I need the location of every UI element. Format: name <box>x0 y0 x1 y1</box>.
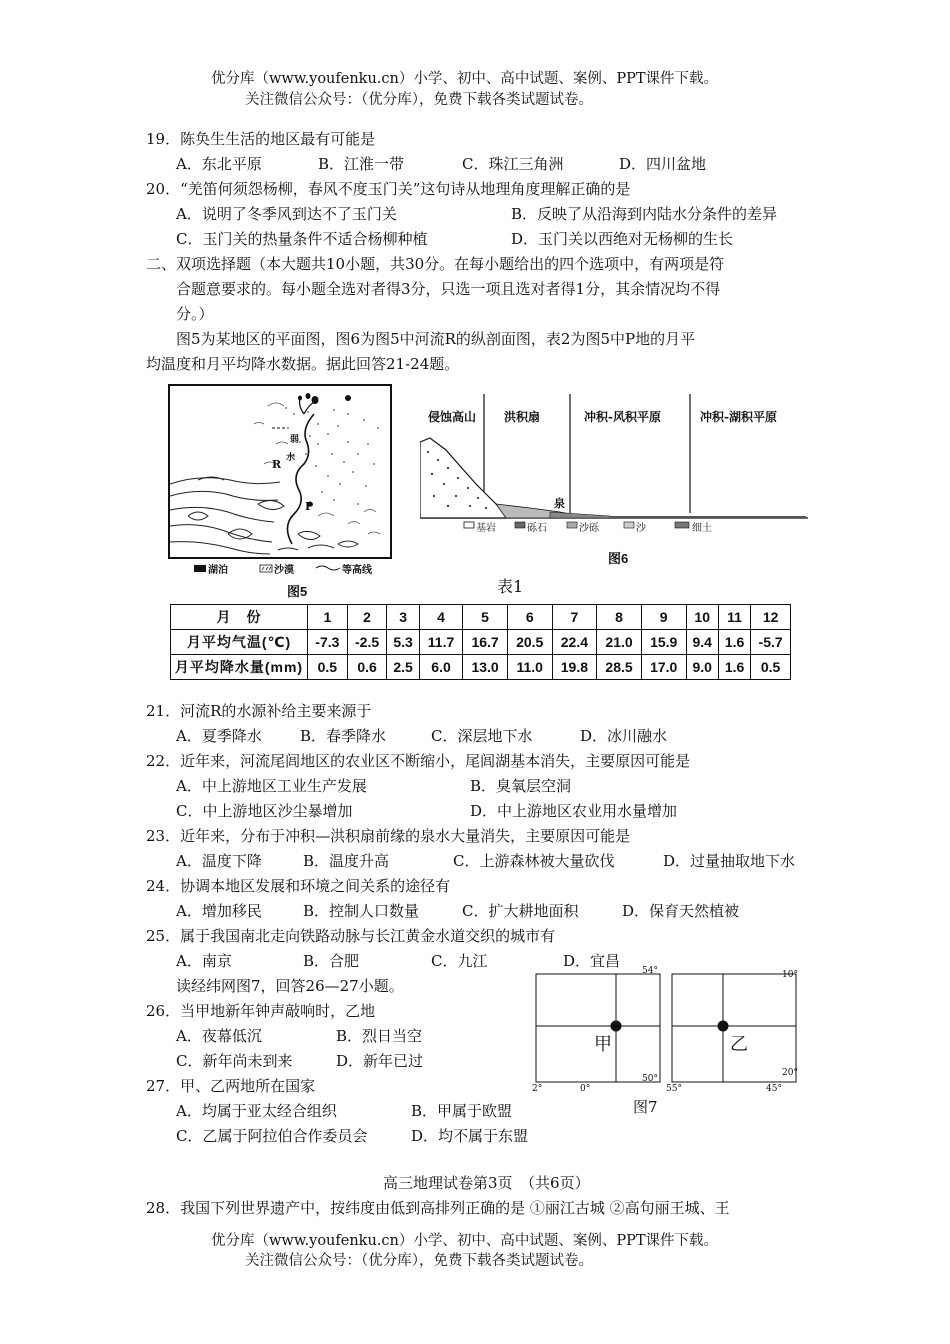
q25-option-a: A．南京 <box>176 952 232 970</box>
header-line-2: 关注微信公众号：（优分库），免费下载各类试题试卷。 <box>245 92 593 108</box>
table-cell: 6 <box>507 605 552 630</box>
fig7-left-lon-2: 0° <box>580 1084 591 1094</box>
q27-option-b: B．甲属于欧盟 <box>411 1102 513 1120</box>
q19-option-d: D．四川盆地 <box>619 155 707 173</box>
footer-line-2: 关注微信公众号：（优分库），免费下载各类试题试卷。 <box>245 1253 593 1269</box>
table-cell: 5.3 <box>387 630 419 655</box>
fig5-label-p: P <box>305 500 314 513</box>
table-cell: 19.8 <box>552 655 597 680</box>
fig7-left-top-lat: 54° <box>642 966 658 976</box>
table-cell: -2.5 <box>347 630 387 655</box>
q25-option-b: B．合肥 <box>303 952 360 970</box>
q22-option-b: B．臭氧层空洞 <box>470 777 572 795</box>
fig7-right-bottom-lat: 20° <box>782 1068 798 1078</box>
fig7-left-lon-1: 2° <box>532 1084 543 1094</box>
fig7-left-bottom-lat: 50° <box>642 1074 658 1084</box>
q25-option-c: C．九江 <box>431 952 488 970</box>
q23-option-a: A．温度下降 <box>176 852 262 870</box>
q27-option-d: D．均不属于东盟 <box>411 1127 529 1145</box>
section2-line-2: 合题意要求的。每小题全选对者得3分，只选一项且选对者得1分，其余情况均不得 <box>176 280 721 298</box>
fig6-spring-label: 泉 <box>554 497 565 510</box>
table-cell: 17.0 <box>641 655 686 680</box>
q26-stem: 26．当甲地新年钟声敲响时，乙地 <box>146 1002 376 1020</box>
table-cell: 12 <box>751 605 791 630</box>
figure-6 <box>420 388 810 573</box>
fig7-caption: 图7 <box>633 1098 658 1116</box>
figure-7 <box>528 966 813 1116</box>
q21-option-b: B．春季降水 <box>300 727 387 745</box>
intro-26-27: 读经纬网图7，回答26—27小题。 <box>176 977 404 995</box>
table-cell: -5.7 <box>751 630 791 655</box>
table-cell: 1 <box>308 605 348 630</box>
q26-option-a: A．夜幕低沉 <box>176 1027 262 1045</box>
q20-stem: 20．“羌笛何须怨杨柳，春风不度玉门关”这句诗从地理角度理解正确的是 <box>146 180 631 198</box>
table1-title: 表1 <box>497 577 524 596</box>
table-cell: 13.0 <box>463 655 508 680</box>
table-cell: 20.5 <box>507 630 552 655</box>
q23-option-c: C．上游森林被大量砍伐 <box>453 852 615 870</box>
q21-stem: 21．河流R的水源补给主要来源于 <box>146 702 372 720</box>
table-cell: 2.5 <box>387 655 419 680</box>
table-cell: 0.5 <box>308 655 348 680</box>
table-cell: 4 <box>419 605 462 630</box>
intro-line-2: 均温度和月平均降水数据。据此回答21-24题。 <box>146 355 460 373</box>
fig7-right-lon-2: 45° <box>766 1084 782 1094</box>
table-row-precip <box>171 655 791 680</box>
q27-option-a: A．均属于亚太经合组织 <box>176 1102 337 1120</box>
q19-option-b: B．江淮一带 <box>318 155 405 173</box>
q26-option-c: C．新年尚未到来 <box>176 1052 293 1070</box>
header-line-1: 优分库（www.youfenku.cn）小学、初中、高中试题、案例、PPT课件下载。 <box>211 71 719 87</box>
fig5-label-r: R <box>272 458 282 471</box>
q20-option-d: D．玉门关以西绝对无杨柳的生长 <box>511 230 734 248</box>
fig5-caption: 图5 <box>287 584 308 599</box>
table-cell: 8 <box>597 605 642 630</box>
table-cell: 15.9 <box>641 630 686 655</box>
footer-line-1: 优分库（www.youfenku.cn）小学、初中、高中试题、案例、PPT课件下载。 <box>211 1233 719 1249</box>
table-cell: 9.0 <box>686 655 718 680</box>
fig6-zone-4: 冲积-湖积平原 <box>700 410 777 424</box>
table-cell: 9.4 <box>686 630 718 655</box>
table-cell: 2 <box>347 605 387 630</box>
fig6-legend-soil: 细土 <box>692 523 712 534</box>
q23-stem: 23．近年来，分布于冲积—洪积扇前缘的泉水大量消失，主要原因可能是 <box>146 827 631 845</box>
q26-option-d: D．新年已过 <box>336 1052 424 1070</box>
q19-option-c: C．珠江三角洲 <box>462 155 564 173</box>
fig6-legend-sandgravel: 沙砾 <box>579 523 599 534</box>
q19-option-a: A．东北平原 <box>176 155 262 173</box>
table-header-precip: 月平均降水量(mm) <box>171 655 308 680</box>
q26-option-b: B．烈日当空 <box>336 1027 423 1045</box>
table-header-temp: 月平均气温(℃) <box>171 630 308 655</box>
q24-option-a: A．增加移民 <box>176 902 262 920</box>
page-number: 高三地理试卷第3页 （共6页） <box>383 1174 590 1192</box>
fig7-point-yi: 乙 <box>730 1034 748 1055</box>
table-row-temp <box>171 630 791 655</box>
q20-option-a: A．说明了冬季风到达不了玉门关 <box>176 205 397 223</box>
table-cell: 21.0 <box>597 630 642 655</box>
q20-option-b: B．反映了从沿海到内陆水分条件的差异 <box>511 205 778 223</box>
intro-line-1: 图5为某地区的平面图，图6为图5中河流R的纵剖面图，表2为图5中P地的月平 <box>176 330 696 348</box>
q20-option-c: C．玉门关的热量条件不适合杨柳种植 <box>176 230 428 248</box>
q25-option-d: D．宜昌 <box>563 952 621 970</box>
q24-option-d: D．保育天然植被 <box>622 902 740 920</box>
table-cell: 1.6 <box>718 630 750 655</box>
q24-option-b: B．控制人口数量 <box>303 902 420 920</box>
figure-5 <box>168 384 396 600</box>
table-cell: 11.0 <box>507 655 552 680</box>
table-cell: 5 <box>463 605 508 630</box>
q22-option-d: D．中上游地区农业用水量增加 <box>470 802 678 820</box>
fig6-legend-bedrock: 基岩 <box>476 523 496 534</box>
q22-option-c: C．中上游地区沙尘暴增加 <box>176 802 353 820</box>
fig5-label-ruo: 弱 <box>290 435 300 445</box>
table-cell: 6.0 <box>419 655 462 680</box>
table-cell: 16.7 <box>463 630 508 655</box>
table-cell: 28.5 <box>597 655 642 680</box>
q24-stem: 24．协调本地区发展和环境之间关系的途径有 <box>146 877 451 895</box>
q22-stem: 22．近年来，河流尾闾地区的农业区不断缩小，尾闾湖基本消失，主要原因可能是 <box>146 752 691 770</box>
fig6-zone-2: 洪积扇 <box>504 410 541 424</box>
table-row-months <box>171 605 791 630</box>
q25-stem: 25．属于我国南北走向铁路动脉与长江黄金水道交织的城市有 <box>146 927 556 945</box>
table-cell: -7.3 <box>308 630 348 655</box>
q21-option-a: A．夏季降水 <box>176 727 262 745</box>
table-cell: 11 <box>718 605 750 630</box>
q27-stem: 27．甲、乙两地所在国家 <box>146 1077 316 1095</box>
q21-option-d: D．冰川融水 <box>580 727 668 745</box>
table-cell: 3 <box>387 605 419 630</box>
q27-option-c: C．乙属于阿拉伯合作委员会 <box>176 1127 368 1145</box>
table-cell: 1.6 <box>718 655 750 680</box>
fig5-label-shui: 水 <box>286 453 296 463</box>
fig6-caption: 图6 <box>608 551 629 566</box>
fig6-zone-1: 侵蚀高山 <box>428 410 477 424</box>
table-cell: 7 <box>552 605 597 630</box>
table-cell: 9 <box>641 605 686 630</box>
table-cell: 0.6 <box>347 655 387 680</box>
fig6-legend-gravel: 砾石 <box>527 523 547 534</box>
section2-line-3: 分。） <box>176 305 214 323</box>
q23-option-b: B．温度升高 <box>303 852 390 870</box>
fig6-legend-sand: 沙 <box>636 523 646 534</box>
fig6-zone-3: 冲积-风积平原 <box>584 410 661 424</box>
q21-option-c: C．深层地下水 <box>431 727 533 745</box>
q19-stem: 19．陈奂生生活的地区最有可能是 <box>146 130 376 148</box>
fig5-legend-lake: 湖泊 <box>208 565 228 576</box>
table-cell: 22.4 <box>552 630 597 655</box>
fig5-legend-contour: 等高线 <box>342 565 372 576</box>
fig7-right-top-lat: 10° <box>782 970 798 980</box>
fig7-point-jia: 甲 <box>594 1034 612 1055</box>
q23-option-d: D．过量抽取地下水 <box>663 852 796 870</box>
table-cell: 11.7 <box>419 630 462 655</box>
fig5-legend-desert: 沙漠 <box>274 565 294 576</box>
section2-line-1: 二、双项选择题（本大题共10小题，共30分。在每小题给出的四个选项中，有两项是符 <box>146 255 725 273</box>
q28-stem: 28．我国下列世界遗产中，按纬度由低到高排列正确的是 ①丽江古城 ②高句丽王城、王 <box>146 1199 730 1217</box>
table-cell: 10 <box>686 605 718 630</box>
climate-table <box>170 604 791 680</box>
table-header-month: 月 份 <box>171 605 308 630</box>
q24-option-c: C．扩大耕地面积 <box>462 902 579 920</box>
table-cell: 0.5 <box>751 655 791 680</box>
q22-option-a: A．中上游地区工业生产发展 <box>176 777 367 795</box>
fig7-right-lon-1: 55° <box>666 1084 682 1094</box>
